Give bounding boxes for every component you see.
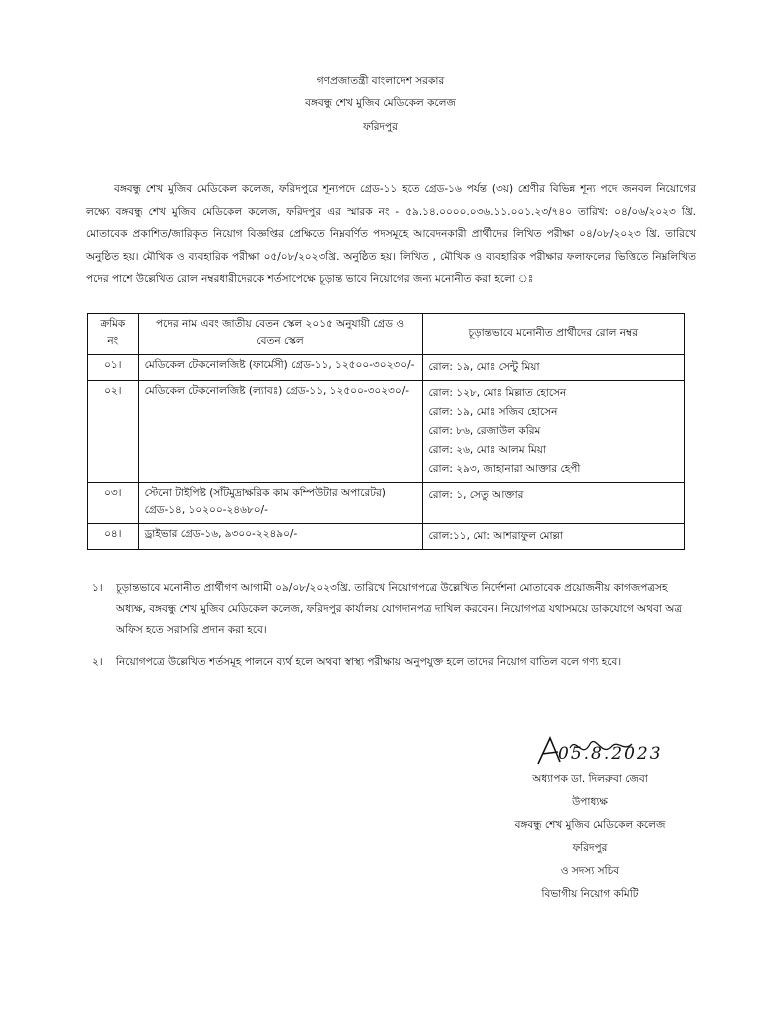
row-rolls xyxy=(422,483,685,524)
roll-entry: রোল: ৮৬, রেজাউল করিম xyxy=(428,425,541,437)
table-row xyxy=(88,483,685,524)
header-post: পদের নাম এবং জাতীয় বেতন স্কেল ২০১৫ অনুযায়ী গ্রেড ও বেতন স্কেল xyxy=(138,314,422,355)
row-post: মেডিকেল টেকনোলজিষ্ট (ফার্মেসী) গ্রেড-১১, ১২৫০০-৩০২৩০/- xyxy=(138,355,422,381)
row-serial: ০১। xyxy=(88,355,139,381)
signatory-name: অধ্যাপক ডা. দিলরুবা জেবা xyxy=(532,773,648,785)
table-row xyxy=(88,355,685,381)
roll-entry: রোল: ১৯, মোঃ সেন্টু মিয়া xyxy=(428,361,540,373)
table-row xyxy=(88,524,685,550)
row-rolls xyxy=(422,355,685,381)
note-2 xyxy=(92,652,692,673)
selection-table xyxy=(87,313,685,550)
college-name: বঙ্গবন্ধু শেখ মুজিব মেডিকেল কলেজ xyxy=(305,97,456,109)
roll-entry: রোল: ১২৮, মোঃ মিল্লাত হোসেন xyxy=(428,387,567,399)
row-serial: ০৩। xyxy=(88,483,139,524)
row-serial: ০৪। xyxy=(88,524,139,550)
roll-entry: রোল: ১, সেতু আক্তার xyxy=(428,489,524,501)
roll-entry: রোল: ২৯৩, জাহানারা আক্তার হেপী xyxy=(428,463,581,475)
signatory-place: ফরিদপুর xyxy=(572,842,608,854)
note-text: নিয়োগপত্রে উল্লেখিত শর্তসমূহ পালনে ব্যর্থ হলে অথবা স্বাস্থ্য পরীক্ষায় অনুপযুক্ত হলে তাদের নিয়োগ বাতিল বলে গণ্য হবে। xyxy=(116,656,622,668)
table-header-row xyxy=(88,314,685,355)
signatory-committee: বিভাগীয় নিয়োগ কমিটি xyxy=(541,888,639,900)
row-post: ড্রাইভার গ্রেড-১৬, ৯৩০০-২২৪৯০/- xyxy=(138,524,422,550)
signature-date: 05.8.2023 xyxy=(558,744,663,764)
notice-paragraph: বঙ্গবন্ধু শেখ মুজিব মেডিকেল কলেজ, ফরিদপুরে শূন্যপদে গ্রেড-১১ হতে গ্রেড-১৬ পর্যন্ত (৩য়) শ্রেণীর বিভিন্ন শূন্য পদে জনবল নিয়োগের লক্ষ্যে বঙ্গবন্ধু শেখ মুজিব মেডিকেল কলেজ, ফরিদপুর এর স্মারক নং - ৫৯.১৪.০০০০.০৩৬.১১.০০১.২৩/৭৪০ তারিখ: ০৪/০৬/২০২৩ খ্রি. মোতাবেক প্রকাশিত/জারিকৃত নিয়োগ বিজ্ঞপ্তির প্রেক্ষিতে নিম্নবর্ণিত পদসমূহে আবেদনকারী প্রার্থীদের লিখিত পরীক্ষা ০৪/০৮/২০২৩ খ্রি. তারিখে অনুষ্ঠিত হয়। মৌখিক ও ব্যবহারিক পরীক্ষা ০৫/০৮/২০২৩খ্রি. অনুষ্ঠিত হয়। লিখিত , মৌখিক ও ব্যবহারিক পরীক্ষার ফলাফলের ভিত্তিতে নিম্নলিখিত পদের পাশে উল্লেখিত রোল নম্বরধারীদেরকে শর্তসাপেক্ষে চূড়ান্ত ভাবে নিয়োগের জন্য মনোনীত করা হলো ঃ xyxy=(86,183,696,285)
signatory-designation: উপাধ্যক্ষ xyxy=(572,796,608,808)
roll-entry: রোল:১১, মো: আশরাফুল মোল্লা xyxy=(428,530,564,542)
row-rolls xyxy=(422,524,685,550)
row-post: মেডিকেল টেকনোলজিষ্ট (ল্যাবঃ) গ্রেড-১১, ১২৫০০-৩০২৩০/- xyxy=(138,381,422,483)
roll-entry: রোল: ১৯, মোঃ সজিব হোসেন xyxy=(428,406,558,418)
government-title: গণপ্রজাতন্ত্রী বাংলাদেশ সরকার xyxy=(316,75,445,87)
header-serial: ক্রমিক নং xyxy=(88,314,139,355)
note-text: চূড়ান্তভাবে মনোনীত প্রার্থীগণ আগামী ০৯/০৮/২০২৩খ্রি. তারিখে নিয়োগপত্রে উল্লেখিত নির্দেশনা মোতাবেক প্রয়োজনীয় কাগজপত্রসহ অধ্যক্ষ, বঙ্গবন্ধু শেখ মুজিব মেডিকেল কলেজ, ফরিদপুর কার্যালয় যোগদানপত্র দাখিল করবেন। নিয়োগপত্র যথাসময়ে ডাকযোগে অথবা অত্র অফিস হতে সরাসরি প্রদান করা হবে। xyxy=(116,582,683,636)
signatory-institution: বঙ্গবন্ধু শেখ মুজিব মেডিকেল কলেজ xyxy=(514,819,666,831)
signature-block xyxy=(440,768,740,906)
row-post: স্টেনো টাইপিষ্ট (সাঁটমুদ্রাক্ষরিক কাম কম্পিউটার অপারেটর) গ্রেড-১৪, ১০২০০-২৪৬৮০/- xyxy=(138,483,422,524)
note-1 xyxy=(92,578,692,641)
note-number: ১। xyxy=(92,582,103,594)
row-serial: ০২। xyxy=(88,381,139,483)
roll-entry: রোল: ২৬, মোঃ আলম মিয়া xyxy=(428,444,546,456)
signatory-role: ও সদস্য সচিব xyxy=(560,865,620,877)
note-number: ২। xyxy=(92,656,103,668)
header-rolls: চূড়ান্তভাবে মনোনীত প্রার্থীদের রোল নম্বর xyxy=(422,314,685,355)
college-location: ফরিদপুর xyxy=(363,121,398,133)
row-rolls xyxy=(422,381,685,483)
table-row xyxy=(88,381,685,483)
